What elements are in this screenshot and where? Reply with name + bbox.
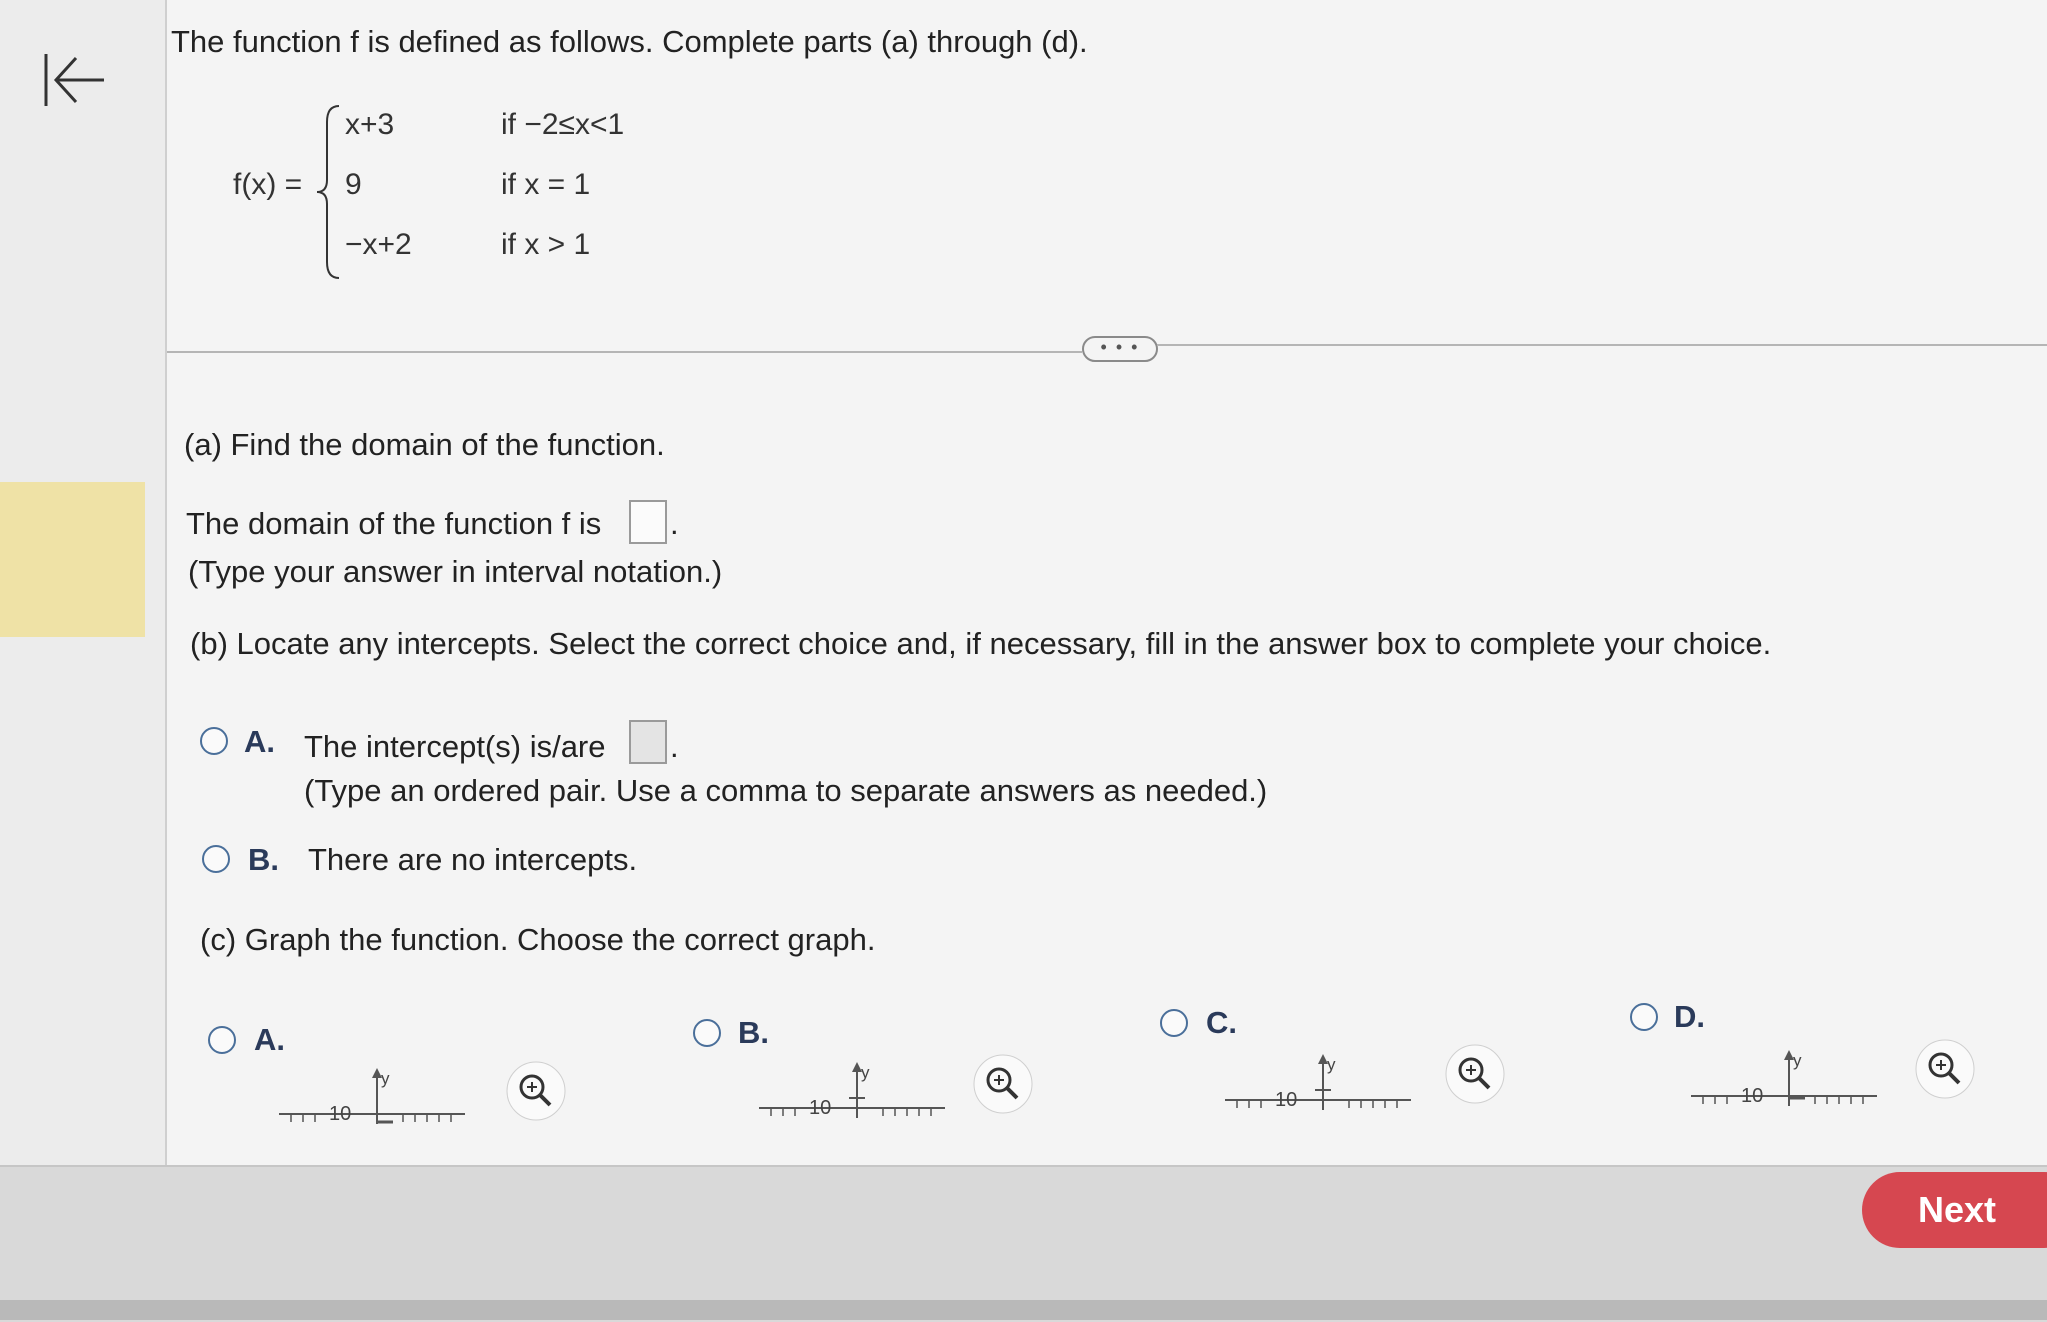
graph-option-d-letter: D. <box>1674 999 1705 1034</box>
graph-c-tick-label: 10 <box>1275 1089 1298 1111</box>
graph-b-thumbnail[interactable] <box>757 1056 947 1126</box>
case-2-cond: if x = 1 <box>501 168 591 201</box>
graph-c-axis-label: y <box>1327 1055 1336 1074</box>
footer-edge <box>0 1300 2047 1320</box>
graph-option-d-radio[interactable] <box>1630 1003 1658 1031</box>
part-b-option-b-text: There are no intercepts. <box>308 842 638 877</box>
part-b-option-b-letter: B. <box>248 842 279 877</box>
graph-a-tick-label: 10 <box>329 1103 352 1125</box>
question-panel <box>167 0 2047 1165</box>
graph-a-axis-label: y <box>381 1069 390 1088</box>
case-2-expr: 9 <box>345 168 362 201</box>
footer-bar <box>0 1165 2047 1322</box>
graph-d-tick-label: 10 <box>1741 1085 1764 1107</box>
zoom-icon[interactable] <box>1444 1043 1506 1105</box>
part-a-answer-prefix: The domain of the function f is <box>186 506 602 541</box>
part-b-option-a-suffix: . <box>670 729 679 764</box>
divider <box>167 351 1082 353</box>
part-a-answer-suffix: . <box>670 506 679 541</box>
intercept-answer-input[interactable] <box>629 720 667 764</box>
graph-b-axis-label: y <box>861 1063 870 1082</box>
case-1-expr: x+3 <box>345 108 395 141</box>
problem-intro: The function f is defined as follows. Complete parts (a) through (d). <box>171 24 1088 59</box>
part-b-option-a-radio[interactable] <box>200 727 228 755</box>
current-question-highlight <box>0 482 145 637</box>
next-button[interactable]: Next <box>1862 1172 2047 1248</box>
left-brace <box>315 102 343 282</box>
graph-option-b-letter: B. <box>738 1015 769 1050</box>
zoom-icon[interactable] <box>505 1060 567 1122</box>
part-a-hint: (Type your answer in interval notation.) <box>188 554 723 589</box>
part-c-question: (c) Graph the function. Choose the correct graph. <box>200 922 876 957</box>
graph-a-thumbnail[interactable] <box>277 1062 467 1132</box>
part-b-option-b-radio[interactable] <box>202 845 230 873</box>
part-b-option-a-letter: A. <box>244 724 275 759</box>
part-b-option-a-text: The intercept(s) is/are <box>304 729 606 764</box>
function-lhs: f(x) = <box>233 168 303 201</box>
graph-option-a-radio[interactable] <box>208 1026 236 1054</box>
part-b-question: (b) Locate any intercepts. Select the correct choice and, if necessary, fill in the answer box to complete your choice. <box>190 626 1772 661</box>
graph-b-tick-label: 10 <box>809 1097 832 1119</box>
left-sidebar <box>0 0 167 1165</box>
expand-button[interactable]: • • • <box>1082 336 1158 362</box>
divider <box>1157 344 2047 346</box>
graph-option-c-letter: C. <box>1206 1005 1237 1040</box>
graph-option-c-radio[interactable] <box>1160 1009 1188 1037</box>
graph-option-b-radio[interactable] <box>693 1019 721 1047</box>
case-3-cond: if x > 1 <box>501 228 591 261</box>
zoom-icon[interactable] <box>972 1053 1034 1115</box>
graph-c-thumbnail[interactable] <box>1223 1048 1413 1118</box>
part-a-question: (a) Find the domain of the function. <box>184 427 665 462</box>
zoom-icon[interactable] <box>1914 1038 1976 1100</box>
graph-d-thumbnail[interactable] <box>1689 1044 1879 1114</box>
graph-option-a-letter: A. <box>254 1022 285 1057</box>
back-to-start-icon[interactable] <box>40 50 110 110</box>
case-1-cond: if −2≤x<1 <box>501 108 625 141</box>
part-b-option-a-hint: (Type an ordered pair. Use a comma to separate answers as needed.) <box>304 773 1268 808</box>
case-3-expr: −x+2 <box>345 228 412 261</box>
graph-d-axis-label: y <box>1793 1051 1802 1070</box>
domain-answer-input[interactable] <box>629 500 667 544</box>
